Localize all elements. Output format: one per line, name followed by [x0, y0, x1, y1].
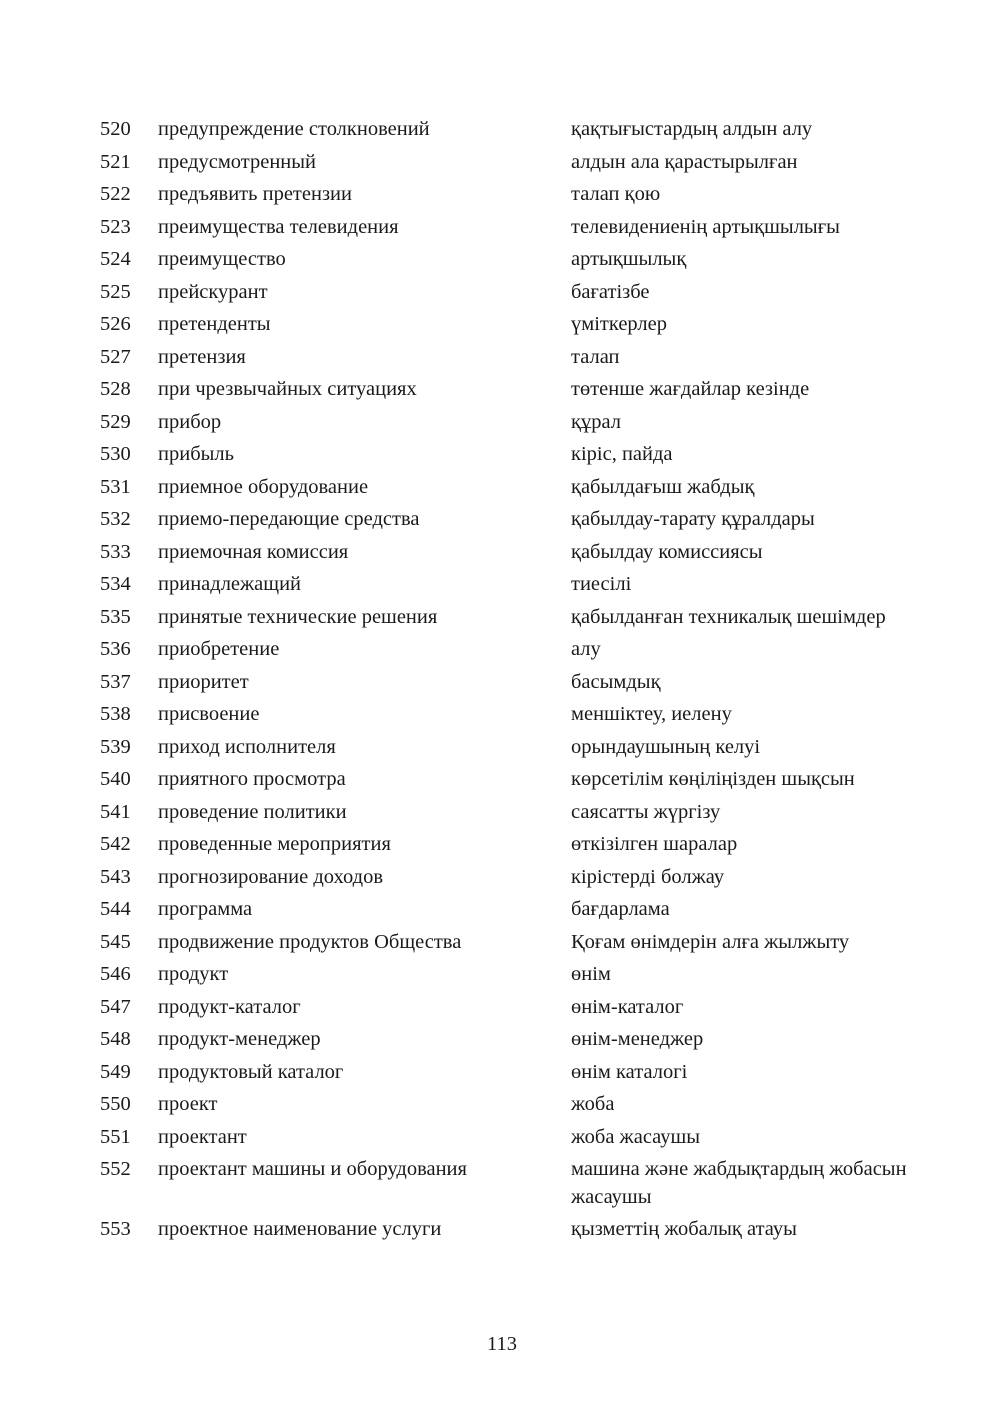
russian-term: проведение политики: [158, 800, 347, 823]
kazakh-term: өнім: [571, 963, 611, 985]
kazakh-term: тиесілі: [571, 573, 632, 595]
kazakh-term: бағатізбе: [571, 280, 650, 303]
russian-term: преимущество: [158, 248, 286, 270]
kazakh-term: орындаушының келуі: [571, 735, 761, 758]
russian-term: проведенные мероприятия: [158, 833, 391, 855]
glossary-entry: [100, 636, 920, 669]
russian-term: принадлежащий: [158, 573, 302, 595]
entry-number: 547: [100, 995, 131, 1018]
entry-number: 524: [100, 248, 131, 270]
russian-term: преимущества телевидения: [158, 215, 399, 238]
kazakh-term: қабылдағыш жабдық: [571, 475, 755, 498]
russian-term: продукт: [158, 963, 229, 985]
russian-term: приемное оборудование: [158, 475, 369, 498]
glossary-entry: [100, 766, 920, 799]
russian-term: продукт-менеджер: [158, 1028, 321, 1050]
glossary-entry: [100, 344, 920, 377]
entry-number: 530: [100, 443, 131, 465]
russian-term: предупреждение столкновений: [158, 118, 430, 140]
kazakh-term: жоба: [571, 1093, 615, 1115]
glossary-entry: [100, 311, 920, 344]
entry-number: 528: [100, 378, 131, 400]
russian-term: присвоение: [158, 703, 260, 725]
russian-term: программа: [158, 898, 253, 920]
russian-term: проект: [158, 1093, 218, 1115]
russian-term: приемо-передающие средства: [158, 508, 420, 530]
kazakh-term: басымдық: [571, 670, 661, 693]
entry-number: 551: [100, 1125, 131, 1148]
kazakh-term: алдын ала қарастырылған: [571, 150, 798, 173]
entry-number: 532: [100, 508, 131, 530]
entry-number: 536: [100, 638, 131, 660]
entry-number: 520: [100, 118, 131, 140]
entry-number: 541: [100, 800, 131, 823]
glossary-entry: [100, 994, 920, 1027]
glossary-entry: [100, 571, 920, 604]
russian-term: приоритет: [158, 670, 249, 693]
glossary-entry: [100, 1216, 920, 1249]
entry-number: 539: [100, 735, 131, 758]
glossary-entry: [100, 376, 920, 409]
entry-number: 542: [100, 833, 131, 855]
entry-number: 538: [100, 703, 131, 725]
glossary-entry: [100, 246, 920, 279]
kazakh-term: телевидениенің артықшылығы: [571, 215, 840, 238]
glossary-entry: [100, 1059, 920, 1092]
glossary-entry: [100, 116, 920, 149]
kazakh-term: төтенше жағдайлар кезінде: [571, 378, 810, 400]
kazakh-term: өнім-менеджер: [571, 1028, 704, 1050]
glossary-entry: [100, 214, 920, 247]
russian-term: продуктовый каталог: [158, 1060, 344, 1083]
russian-term: приход исполнителя: [158, 735, 336, 758]
kazakh-term: көрсетілім көңіліңізден шықсын: [571, 768, 855, 790]
glossary-entry: [100, 864, 920, 897]
glossary-entry: [100, 441, 920, 474]
russian-term: предусмотренный: [158, 150, 317, 173]
kazakh-term: талап қою: [571, 183, 661, 205]
russian-term: принятые технические решения: [158, 605, 438, 628]
entry-number: 525: [100, 280, 131, 303]
glossary-entry: [100, 506, 920, 539]
kazakh-term: бағдарлама: [571, 898, 670, 920]
russian-term: прогнозирование доходов: [158, 865, 383, 888]
russian-term: прибор: [158, 410, 222, 433]
entry-number: 546: [100, 963, 131, 985]
kazakh-term: қызметтің жобалық атауы: [571, 1218, 797, 1240]
kazakh-term: талап: [571, 345, 620, 368]
russian-term: прибыль: [158, 443, 234, 465]
russian-term: прейскурант: [158, 280, 268, 303]
russian-term: продукт-каталог: [158, 995, 301, 1018]
entry-number: 545: [100, 930, 131, 953]
entry-number: 540: [100, 768, 131, 790]
glossary-entry: [100, 1091, 920, 1124]
entry-number: 521: [100, 150, 131, 173]
kazakh-term: жоба жасаушы: [571, 1125, 701, 1148]
entry-number: 552: [100, 1158, 131, 1180]
glossary-entry: [100, 181, 920, 214]
entry-number: 550: [100, 1093, 131, 1115]
glossary-entry: [100, 1156, 920, 1216]
russian-term: приемочная комиссия: [158, 540, 349, 563]
glossary-entry: [100, 604, 920, 637]
kazakh-term: меншіктеу, иелену: [571, 703, 732, 725]
glossary-entry: [100, 799, 920, 832]
kazakh-term: кіріс, пайда: [571, 443, 673, 465]
glossary-entry: [100, 896, 920, 929]
glossary-entry: [100, 669, 920, 702]
kazakh-term: қабылдау комиссиясы: [571, 540, 763, 563]
kazakh-term: саясатты жүргізу: [571, 800, 721, 823]
russian-term: при чрезвычайных ситуациях: [158, 378, 417, 400]
glossary-entry: [100, 701, 920, 734]
glossary-entry: [100, 279, 920, 312]
entry-number: 537: [100, 670, 131, 693]
page-number: 113: [487, 1333, 517, 1355]
glossary-entry: [100, 149, 920, 182]
entry-number: 535: [100, 605, 131, 628]
glossary-list: [100, 116, 920, 1249]
entry-number: 543: [100, 865, 131, 888]
kazakh-term: артықшылық: [571, 248, 687, 270]
glossary-entry: [100, 734, 920, 767]
russian-term: проектное наименование услуги: [158, 1218, 442, 1240]
russian-term: предъявить претензии: [158, 183, 352, 205]
entry-number: 522: [100, 183, 131, 205]
kazakh-term: үміткерлер: [571, 313, 667, 335]
russian-term: проектант машины и оборудования: [158, 1158, 467, 1180]
entry-number: 533: [100, 540, 131, 563]
kazakh-term: өткізілген шаралар: [571, 833, 738, 855]
glossary-entry: [100, 539, 920, 572]
entry-number: 527: [100, 345, 131, 368]
entry-number: 534: [100, 573, 131, 595]
glossary-entry: [100, 929, 920, 962]
glossary-entry: [100, 409, 920, 442]
kazakh-term: қақтығыстардың алдын алу: [571, 118, 813, 140]
glossary-entry: [100, 831, 920, 864]
entry-number: 553: [100, 1218, 131, 1240]
kazakh-term: алу: [571, 638, 601, 660]
russian-term: претенденты: [158, 313, 271, 335]
entry-number: 526: [100, 313, 131, 335]
entry-number: 523: [100, 215, 131, 238]
russian-term: проектант: [158, 1125, 247, 1148]
russian-term: приобретение: [158, 638, 280, 660]
kazakh-term: қабылданған техникалық шешімдер: [571, 605, 886, 628]
kazakh-term: өнім-каталог: [571, 995, 684, 1018]
entry-number: 549: [100, 1060, 131, 1083]
glossary-entry: [100, 961, 920, 994]
kazakh-term: өнім каталогі: [571, 1060, 688, 1083]
russian-term: приятного просмотра: [158, 768, 346, 790]
entry-number: 529: [100, 410, 131, 433]
kazakh-term: машина және жабдықтардың жобасын жасаушы: [571, 1158, 907, 1208]
entry-number: 544: [100, 898, 131, 920]
russian-term: продвижение продуктов Общества: [158, 930, 462, 953]
glossary-entry: [100, 1124, 920, 1157]
kazakh-term: Қоғам өнімдерін алға жылжыту: [571, 930, 850, 953]
entry-number: 548: [100, 1028, 131, 1050]
kazakh-term: қабылдау-тарату құралдары: [571, 508, 815, 530]
entry-number: 531: [100, 475, 131, 498]
kazakh-term: кірістерді болжау: [571, 865, 725, 888]
glossary-entry: [100, 1026, 920, 1059]
russian-term: претензия: [158, 345, 246, 368]
glossary-entry: [100, 474, 920, 507]
kazakh-term: құрал: [571, 410, 621, 433]
